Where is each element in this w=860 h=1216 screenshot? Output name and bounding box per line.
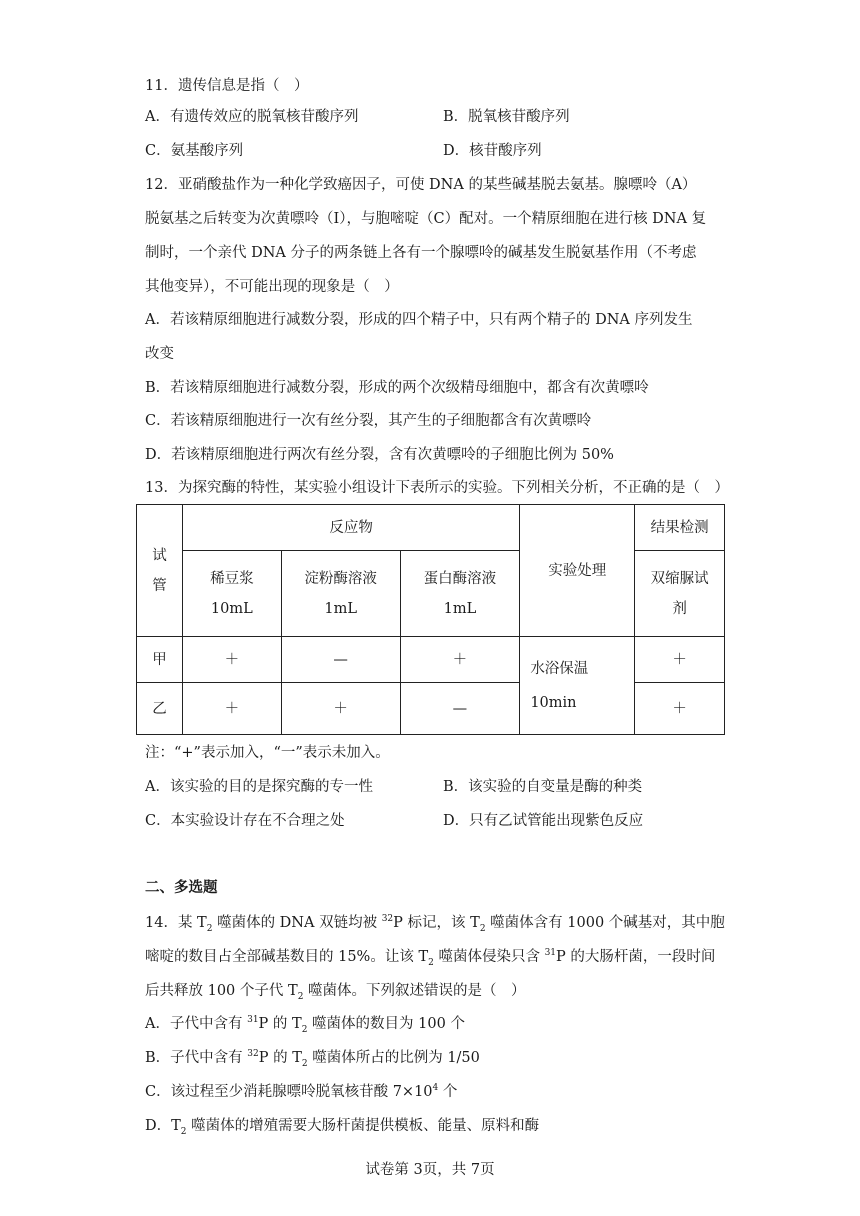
- q13-option-c: C．本实验设计存在不合理之处: [145, 813, 345, 829]
- reactant-amylase: [281, 551, 400, 637]
- reactants-header: 反应物: [182, 505, 519, 551]
- q12-option-a-line-2: 改变: [145, 346, 174, 362]
- q14-stem-line-1: [145, 913, 725, 933]
- q11-option-b: B．脱氧核苷酸序列: [443, 109, 570, 125]
- table-row-jia-result: ＋: [635, 637, 725, 683]
- q14-stem-line-3: [145, 981, 526, 1001]
- q11-option-d: D．核苷酸序列: [443, 143, 542, 159]
- q14-c-b: 个: [438, 1084, 458, 1100]
- reactant-amylase-volume: 1mL: [324, 600, 357, 617]
- q14-a-c: 噬菌体的数目为 100 个: [307, 1016, 465, 1032]
- table-row-yi-c3: —: [400, 683, 520, 735]
- q11-stem: 11．遗传信息是指（ ）: [145, 78, 309, 94]
- q14-b-sub: 2: [301, 1058, 308, 1069]
- reactant-protease: [400, 551, 520, 637]
- q14-s1b: 噬菌体的 DNA 双链均被: [212, 915, 382, 931]
- q13-stem: 13．为探究酶的特性，某实验小组设计下表所示的实验。下列相关分析，不正确的是（ ）: [145, 480, 729, 496]
- treatment-line-1: 水浴保温: [530, 660, 589, 677]
- q12-stem-line-3: 制时，一个亲代 DNA 分子的两条链上各有一个腺嘌呤的碱基发生脱氨基作用（不考虑: [145, 245, 697, 261]
- q14-stem-line-2: [145, 947, 715, 967]
- table-row-yi-name: 乙: [137, 683, 183, 735]
- page-footer: 试卷第 3页，共 7页: [365, 1162, 495, 1178]
- q12-stem-line-1: 12．亚硝酸盐作为一种化学致癌因子，可使 DNA 的某些碱基脱去氨基。腺嘌呤（A）: [145, 177, 697, 193]
- treatment-line-2: 10min: [530, 694, 577, 711]
- q14-s1c: P 标记，该 T: [393, 915, 480, 931]
- reactant-amylase-name: 淀粉酶溶液: [304, 570, 377, 587]
- q13-option-a: A．该实验的目的是探究酶的专一性: [145, 779, 373, 795]
- treatment-cell: [520, 637, 635, 735]
- q14-a-sup: 31: [247, 1015, 259, 1026]
- q11-option-a: A．有遗传效应的脱氧核苷酸序列: [145, 109, 359, 125]
- q12-option-b: B．若该精原细胞进行减数分裂，形成的两个次级精母细胞中，都含有次黄嘌呤: [145, 380, 649, 396]
- q14-option-b: [145, 1048, 480, 1068]
- reactant-soy-milk-volume: 10mL: [210, 600, 253, 617]
- tube-header-line-2: 管: [152, 577, 167, 594]
- q13-option-d: D．只有乙试管能出现紫色反应: [443, 813, 644, 829]
- q14-s3a: 后共释放 100 个子代 T: [145, 983, 298, 999]
- q14-b-b: P 的 T: [258, 1050, 302, 1066]
- q14-a-b: P 的 T: [258, 1016, 302, 1032]
- q14-s3b: 噬菌体。下列叙述错误的是（ ）: [303, 983, 526, 999]
- q14-a-sub: 2: [301, 1024, 308, 1035]
- result-biuret-line-1: 双缩脲试: [650, 570, 709, 587]
- q14-s1-sub2: 2: [479, 923, 486, 934]
- section-heading-multiple-choice: 二、多选题: [145, 879, 218, 896]
- q11-option-c: C．氨基酸序列: [145, 143, 244, 159]
- q14-b-sup: 32: [247, 1049, 259, 1060]
- result-header: 结果检测: [635, 505, 725, 551]
- experiment-table: [136, 504, 725, 735]
- q12-stem-line-2: 脱氨基之后转变为次黄嘌呤（I），与胞嘧啶（C）配对。一个精原细胞在进行核 DNA 复: [145, 211, 707, 227]
- q14-s1d: 噬菌体含有 1000 个碱基对，其中胞: [485, 915, 725, 931]
- table-row-yi-result: ＋: [635, 683, 725, 735]
- q14-s1a: 14．某 T: [145, 915, 207, 931]
- result-biuret-line-2: 剂: [672, 600, 687, 617]
- tube-header-line-1: 试: [152, 547, 167, 564]
- q14-c-a: C．该过程至少消耗腺嘌呤脱氧核苷酸 7×10: [145, 1084, 433, 1100]
- table-row-yi-c1: ＋: [182, 683, 281, 735]
- q14-s2a: 嘧啶的数目占全部碱基数目的 15%。让该 T: [145, 949, 429, 965]
- treatment-header: 实验处理: [520, 505, 635, 637]
- q14-s2c: P 的大肠杆菌，一段时间: [556, 949, 716, 965]
- reactant-soy-milk: [182, 551, 281, 637]
- q14-d-a: D．T: [145, 1118, 181, 1134]
- q14-option-d: [145, 1116, 539, 1136]
- q14-s2-sub: 2: [428, 957, 434, 968]
- q14-a-a: A．子代中含有: [145, 1016, 248, 1032]
- q14-b-c: 噬菌体所占的比例为 1/50: [307, 1050, 480, 1066]
- q14-s1-sub: 2: [206, 923, 213, 934]
- table-row-yi-c2: ＋: [281, 683, 400, 735]
- q14-option-a: [145, 1014, 465, 1034]
- q14-s1-sup: 32: [381, 914, 394, 925]
- result-biuret: [635, 551, 725, 637]
- table-row-jia-name: 甲: [137, 637, 183, 683]
- table-row-jia-c3: ＋: [400, 637, 520, 683]
- q13-option-b: B．该实验的自变量是酶的种类: [443, 779, 643, 795]
- q14-d-b: 噬菌体的增殖需要大肠杆菌提供模板、能量、原料和酶: [186, 1118, 540, 1134]
- reactant-soy-milk-name: 稀豆浆: [210, 570, 254, 587]
- reactant-protease-name: 蛋白酶溶液: [423, 570, 497, 587]
- q14-d-sub: 2: [180, 1126, 187, 1137]
- q14-s2b: 噬菌体侵染只含: [433, 949, 545, 965]
- reactant-protease-volume: 1mL: [443, 600, 477, 617]
- q14-s2-sup: 31: [544, 948, 557, 959]
- q14-s3-sub: 2: [297, 991, 304, 1002]
- q14-c-sup: 4: [432, 1083, 439, 1094]
- q12-stem-line-4: 其他变异），不可能出现的现象是（ ）: [145, 279, 399, 295]
- q12-option-a-line-1: A．若该精原细胞进行减数分裂，形成的四个精子中，只有两个精子的 DNA 序列发生: [145, 312, 693, 328]
- q14-b-a: B．子代中含有: [145, 1050, 248, 1066]
- q12-option-d: D．若该精原细胞进行两次有丝分裂，含有次黄嘌呤的子细胞比例为 50%: [145, 447, 614, 463]
- table-row-jia-c2: —: [281, 637, 400, 683]
- q14-option-c: [145, 1082, 457, 1102]
- table-row-jia-c1: ＋: [182, 637, 281, 683]
- tube-header: [137, 505, 183, 637]
- q12-option-c: C．若该精原细胞进行一次有丝分裂，其产生的子细胞都含有次黄嘌呤: [145, 413, 592, 429]
- q13-note: 注：“+”表示加入，“一”表示未加入。: [145, 745, 390, 761]
